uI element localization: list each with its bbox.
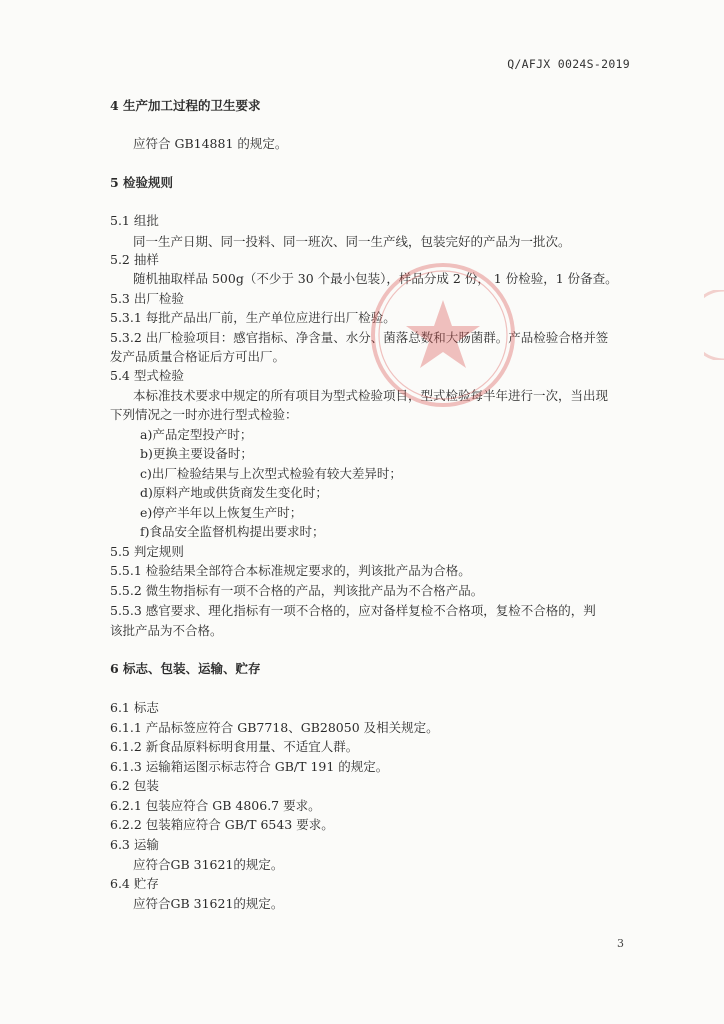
- section-6-title: 6 标志、包装、运输、贮存: [110, 661, 261, 676]
- section-5-3-title: 5.3 出厂检验: [110, 291, 184, 306]
- section-6-3-title: 6.3 运输: [110, 837, 159, 852]
- section-5-4-title: 5.4 型式检验: [110, 368, 184, 383]
- section-5-4-item-a: a)产品定型投产时；: [140, 427, 253, 442]
- section-5-title: 5 检验规则: [110, 175, 174, 190]
- section-5-4-item-e: e)停产半年以上恢复生产时；: [140, 505, 303, 520]
- section-6-4-body: 应符合GB 31621的规定。: [133, 896, 284, 911]
- section-5-2-body: 随机抽取样品 500g（不少于 30 个最小包装），样品分成 2 份， 1 份检验，1 份备查。: [133, 271, 618, 286]
- section-5-3-2-line1: 5.3.2 出厂检验项目：感官指标、净含量、水分、菌落总数和大肠菌群。产品检验合格并签: [110, 330, 609, 345]
- section-5-5-3-line2: 该批产品为不合格。: [110, 623, 223, 638]
- section-6-1-2: 6.1.2 新食品原料标明食用量、不适宜人群。: [110, 739, 359, 754]
- section-4-body: 应符合 GB14881 的规定。: [133, 136, 288, 151]
- section-6-4-title: 6.4 贮存: [110, 876, 159, 891]
- section-5-1-body: 同一生产日期、同一投料、同一班次、同一生产线，包装完好的产品为一批次。: [133, 234, 571, 249]
- section-5-1-title: 5.1 组批: [110, 213, 159, 228]
- section-5-5-3-line1: 5.5.3 感官要求、理化指标有一项不合格的，应对备样复检不合格项，复检不合格的，判: [110, 603, 596, 618]
- page-number: 3: [617, 937, 624, 950]
- section-5-3-1: 5.3.1 每批产品出厂前，生产单位应进行出厂检验。: [110, 310, 396, 325]
- section-4-title: 4 生产加工过程的卫生要求: [110, 98, 261, 113]
- section-5-5-2: 5.5.2 微生物指标有一项不合格的产品，判该批产品为不合格产品。: [110, 583, 484, 598]
- section-6-3-body: 应符合GB 31621的规定。: [133, 857, 284, 872]
- section-5-4-item-f: f)食品安全监督机构提出要求时；: [140, 524, 325, 539]
- section-6-1-3: 6.1.3 运输箱运图示标志符合 GB/T 191 的规定。: [110, 759, 389, 774]
- standard-code: Q/AFJX 0024S-2019: [507, 57, 630, 71]
- section-5-3-2-line2: 发产品质量合格证后方可出厂。: [110, 349, 286, 364]
- section-6-1-title: 6.1 标志: [110, 700, 159, 715]
- section-5-4-item-c: c)出厂检验结果与上次型式检验有较大差异时；: [140, 466, 402, 481]
- section-5-5-1: 5.5.1 检验结果全部符合本标准规定要求的，判该批产品为合格。: [110, 563, 471, 578]
- section-6-2-2: 6.2.2 包装箱应符合 GB/T 6543 要求。: [110, 817, 334, 832]
- section-6-2-title: 6.2 包装: [110, 778, 159, 793]
- section-5-5-title: 5.5 判定规则: [110, 544, 184, 559]
- section-5-4-item-b: b)更换主要设备时；: [140, 446, 253, 461]
- section-5-4-line1: 本标准技术要求中规定的所有项目为型式检验项目，型式检验每半年进行一次，当出现: [133, 388, 609, 403]
- edge-seal-fragment: [704, 290, 724, 360]
- section-6-2-1: 6.2.1 包装应符合 GB 4806.7 要求。: [110, 798, 321, 813]
- section-5-4-line2: 下列情况之一时亦进行型式检验：: [110, 407, 298, 422]
- section-5-2-title: 5.2 抽样: [110, 252, 159, 267]
- section-5-4-item-d: d)原料产地或供货商发生变化时；: [140, 485, 328, 500]
- section-6-1-1: 6.1.1 产品标签应符合 GB7718、GB28050 及相关规定。: [110, 720, 439, 735]
